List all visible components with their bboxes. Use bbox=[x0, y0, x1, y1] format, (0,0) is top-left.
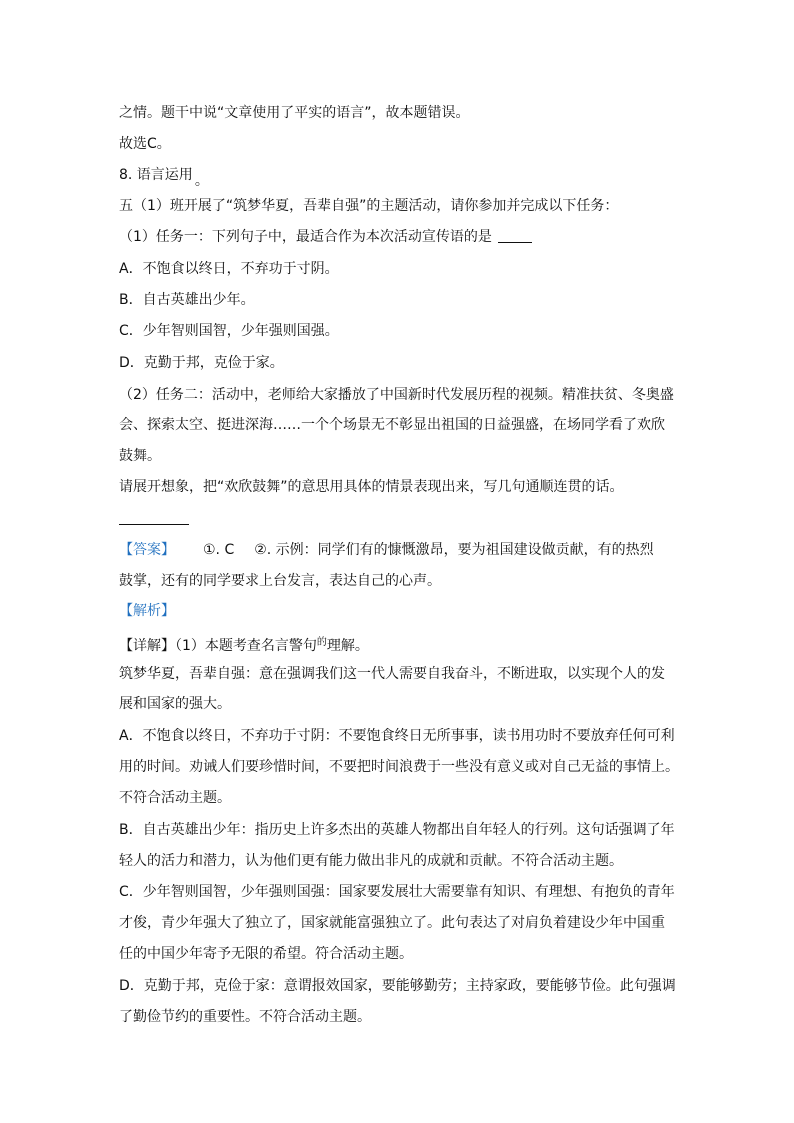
analysis-heading bbox=[119, 601, 175, 621]
text-line: D．克勤于邦，克俭于家：意谓报效国家，要能够勤劳；主持家政，要能够节俭。此句强调 bbox=[119, 978, 676, 994]
text-line: 鼓掌，还有的同学要求上台发言，表达自己的心声。 bbox=[119, 573, 441, 589]
detail-tag: 【详解】 bbox=[119, 638, 175, 654]
detail-line bbox=[119, 633, 369, 656]
text-line: 才俊，青少年强大了独立了，国家就能富强独立了。此句表达了对肩负着建设少年中国重 bbox=[119, 915, 665, 931]
text-line: A．不饱食以终日，不弃功于寸阴：不要饱食终日无所事事，读书用功时不要放弃任何可利 bbox=[119, 728, 675, 744]
text-line: 不符合活动主题。 bbox=[119, 790, 231, 806]
text-line: 轻人的活力和潜力，认为他们更有能力做出非凡的成就和贡献。不符合活动主题。 bbox=[119, 853, 623, 869]
superscript-char: 的 bbox=[316, 637, 327, 648]
task-one bbox=[119, 227, 532, 247]
text-line: 展和国家的强大。 bbox=[119, 696, 231, 712]
option-d: D．克勤于邦，克俭于家。 bbox=[119, 355, 284, 371]
text-line: 鼓舞。 bbox=[119, 448, 161, 464]
text-line: 了勤俭节约的重要性。不符合活动主题。 bbox=[119, 1009, 371, 1025]
text-line: 筑梦华夏，吾辈自强：意在强调我们这一代人需要自我奋斗，不断进取，以实现个人的发 bbox=[119, 666, 665, 682]
detail-text: （1）本题考查名言警句 bbox=[175, 638, 317, 654]
text-line: C．少年智则国智，少年强则国强：国家要发展壮大需要靠有知识、有理想、有抱负的青年 bbox=[119, 884, 675, 900]
text-line: 之情。题干中说“文章使用了平实的语言”，故本题错误。 bbox=[119, 105, 470, 121]
text-line: 任的中国少年寄予无限的希望。符合活动主题。 bbox=[119, 946, 413, 962]
analysis-tag: 【解析】 bbox=[119, 603, 175, 619]
answer-one: ①. C bbox=[203, 542, 235, 558]
text-line: 会、探索太空、挺进深海……一个个场景无不彰显出祖国的日益强盛，在场同学看了欢欣 bbox=[119, 417, 665, 433]
stray-mark: 。 bbox=[194, 173, 209, 189]
question-heading bbox=[119, 165, 209, 189]
question-title: 8. 语言运用 bbox=[119, 167, 193, 183]
option-a: A．不饱食以终日，不弃功于寸阴。 bbox=[119, 261, 339, 277]
text-line: 故选C。 bbox=[119, 136, 171, 152]
option-b: B．自古英雄出少年。 bbox=[119, 292, 255, 308]
answer-line-1 bbox=[119, 540, 654, 560]
question-stem: 五（1）班开展了“筑梦华夏，吾辈自强”的主题活动，请你参加并完成以下任务： bbox=[119, 198, 619, 214]
answer-blank bbox=[498, 229, 532, 243]
task-two-prompt: 请展开想象，把“欢欣鼓舞”的意思用具体的情景表现出来，写几句通顺连贯的话。 bbox=[119, 479, 624, 495]
task-two: （2）任务二：活动中，老师给大家播放了中国新时代发展历程的视频。精准扶贫、冬奥盛 bbox=[119, 387, 674, 403]
answer-line bbox=[119, 524, 189, 525]
text-line: B．自古英雄出少年：指历史上许多杰出的英雄人物都出自年轻人的行列。这句话强调了年 bbox=[119, 822, 675, 838]
answer-tag: 【答案】 bbox=[119, 542, 175, 558]
answer-two: ②. 示例：同学们有的慷慨激昂，要为祖国建设做贡献，有的热烈 bbox=[254, 542, 654, 558]
task-one-text: （1）任务一：下列句子中，最适合作为本次活动宣传语的是 bbox=[119, 229, 492, 245]
detail-text-end: 理解。 bbox=[326, 638, 369, 654]
option-c: C．少年智则国智，少年强则国强。 bbox=[119, 323, 339, 339]
text-line: 用的时间。劝诫人们要珍惜时间，不要把时间浪费于一些没有意义或对自己无益的事情上。 bbox=[119, 759, 679, 775]
